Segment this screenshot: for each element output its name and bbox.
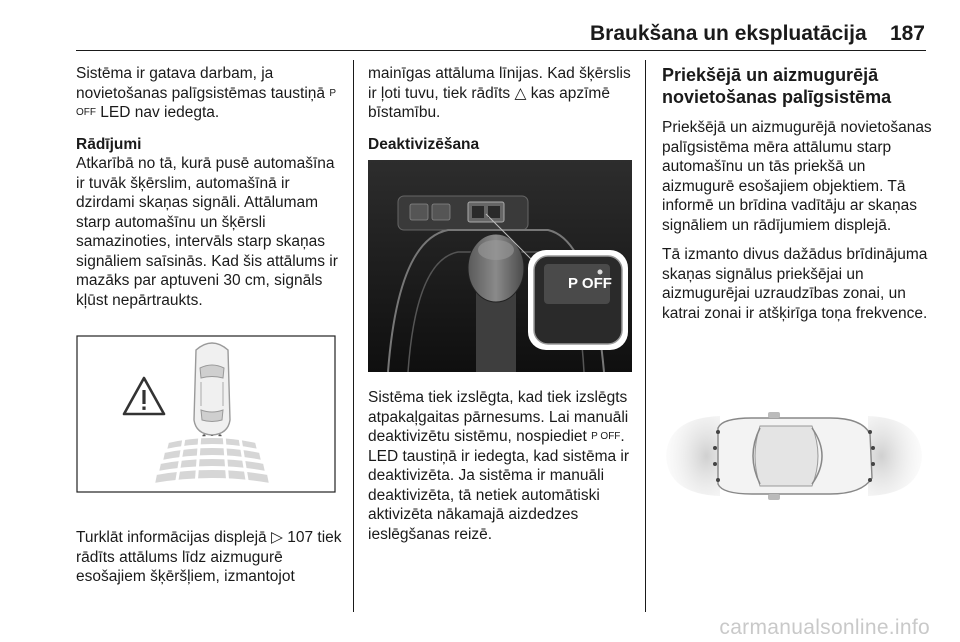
gear-lever-icon xyxy=(468,234,524,372)
park-off-icon-2: P OFF xyxy=(591,431,621,442)
paragraph-distance-lines: mainīgas attāluma līnijas. Kad šķērslis ir ļoti tuvu, tiek rādīts △ kas apzīmē bīstamību. xyxy=(368,65,631,121)
distance-zone-lines xyxy=(154,437,270,484)
column-1 xyxy=(76,64,346,310)
figure-front-rear-zones xyxy=(662,348,926,558)
paragraph-deactivation: Sistēma tiek izslēgta, kad tiek izslēgts atpakaļgaitas pārnesums. Lai manuāli deaktivizētu sistēmu, nospiediet P OFF. LED taustiņā ir iedegta, kad sistēma ir deaktivizēta. Ja sistēma ir manuāli deaktivizēta, tā netiek automātiski aktivizēta nākamajā aizdedzes ieslēgšanas reizē. xyxy=(368,389,630,543)
heading-front-rear-assist: Priekšējā un aizmugurējā novietošanas palīgsistēma xyxy=(662,65,892,107)
park-assist-off-button xyxy=(568,275,612,292)
warning-triangle-inline-icon: △ xyxy=(514,84,527,102)
column-divider-left xyxy=(353,60,354,612)
column-1-bottom xyxy=(76,528,346,587)
heading-deactivation: Deaktivizēšana xyxy=(368,135,480,153)
paragraph-ready: Sistēma ir gatava darbam, ja novietošanas palīgsistēmas taustiņā P OFF LED nav iedegta. xyxy=(76,65,336,121)
column-2 xyxy=(368,64,636,154)
paragraph-front-rear-2: Tā izmanto divus dažādus brīdinājuma skaņas signālus priekšējai un aizmugurējai uzraudzības zonai, un katrai zonai ir atšķirīga toņa frekvence. xyxy=(662,246,928,322)
car-side-top-icon xyxy=(718,412,872,500)
car-top-view-icon xyxy=(194,343,230,439)
watermark: carmanualsonline.info xyxy=(719,616,930,639)
column-divider-right xyxy=(645,60,646,612)
paragraph-display: Turklāt informācijas displejā ▷ 107 tiek rādīts attālums līdz aizmugurē esošajiem šķēršļiem, izmantojot xyxy=(76,529,342,585)
park-off-icon: P OFF xyxy=(76,87,336,118)
page-number: 187 xyxy=(889,22,925,45)
column-3 xyxy=(662,64,932,323)
svg-text:P OFF: P OFF xyxy=(568,275,612,292)
page-reference-icon: ▷ xyxy=(270,529,283,546)
paragraph-front-rear-1: Priekšējā un aizmugurējā novietošanas palīgsistēma mēra attālumu starp automašīnu un tās priekšā un aizmugurē esošajiem objektiem. Tā informē un brīdina vadītāju ar skaņas signāliem un rādījumiem displejā. xyxy=(662,119,932,234)
column-2-bottom xyxy=(368,388,636,544)
figure-rear-sensor-display xyxy=(76,310,336,518)
header-rule xyxy=(76,50,926,51)
header-title: Braukšana un ekspluatācija xyxy=(590,22,867,45)
figure-console-button xyxy=(368,160,632,372)
heading-indicators: Rādījumi xyxy=(76,135,142,153)
paragraph-indicators: Atkarībā no tā, kurā pusē automašīna ir tuvāk šķērslim, automašīnā ir dzirdami skaņas signāli. Attālumam starp automašīnu un šķērsli samazinoties, intervāls starp skaņas signāliem saīsinās. Kad šis attālums ir mazāks par aptuveni 30 cm, signāls kļūst nepārtraukts. xyxy=(76,155,338,309)
